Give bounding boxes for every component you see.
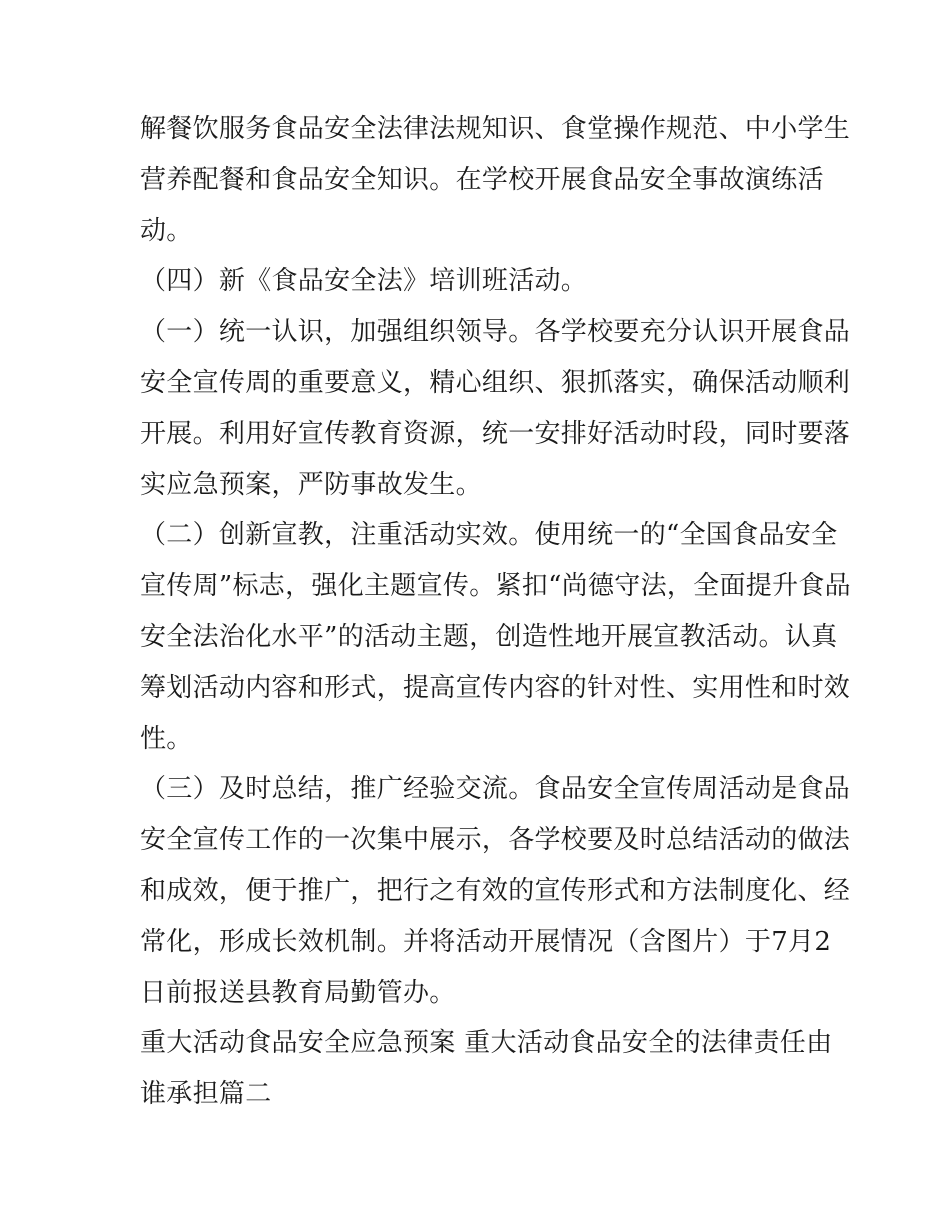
text-line: 安全宣传工作的一次集中展示，各学校要及时总结活动的做法	[140, 825, 851, 856]
article-title-line: 谁承担篇二	[140, 1079, 272, 1110]
text-line: 性。	[140, 723, 193, 754]
text-line: （三）及时总结，推广经验交流。食品安全宣传周活动是食品	[140, 774, 851, 805]
section-heading-four: （四）新《食品安全法》培训班活动。	[140, 266, 588, 297]
text-line: 和成效，便于推广，把行之有效的宣传形式和方法制度化、经	[140, 875, 851, 906]
text-line: 营养配餐和食品安全知识。在学校开展食品安全事故演练活	[140, 164, 824, 195]
text-line: （二）创新宣教，注重活动实效。使用统一的“全国食品安全	[140, 520, 838, 551]
text-line: 安全法治化水平”的活动主题，创造性地开展宣教活动。认真	[140, 621, 838, 652]
text-line: 动。	[140, 215, 193, 246]
document-body	[140, 104, 851, 1120]
text-line: 实应急预案，严防事故发生。	[140, 469, 482, 500]
text-line: 开展。利用好宣传教育资源，统一安排好活动时段，同时要落	[140, 418, 851, 449]
text-line: 宣传周”标志，强化主题宣传。紧扣“尚德守法，全面提升食品	[140, 571, 851, 602]
text-line: 解餐饮服务食品安全法律法规知识、食堂操作规范、中小学生	[140, 114, 851, 144]
text-line: （一）统一认识，加强组织领导。各学校要充分认识开展食品	[140, 317, 851, 348]
text-line: 筹划活动内容和形式，提高宣传内容的针对性、实用性和时效	[140, 672, 851, 703]
text-line: 安全宣传周的重要意义，精心组织、狠抓落实，确保活动顺利	[140, 367, 851, 398]
text-line: 日前报送县教育局勤管办。	[140, 977, 456, 1008]
article-title-line: 重大活动食品安全应急预案 重大活动食品安全的法律责任由	[140, 1028, 833, 1059]
text-line: 常化，形成长效机制。并将活动开展情况（含图片）于7月2	[140, 926, 832, 957]
